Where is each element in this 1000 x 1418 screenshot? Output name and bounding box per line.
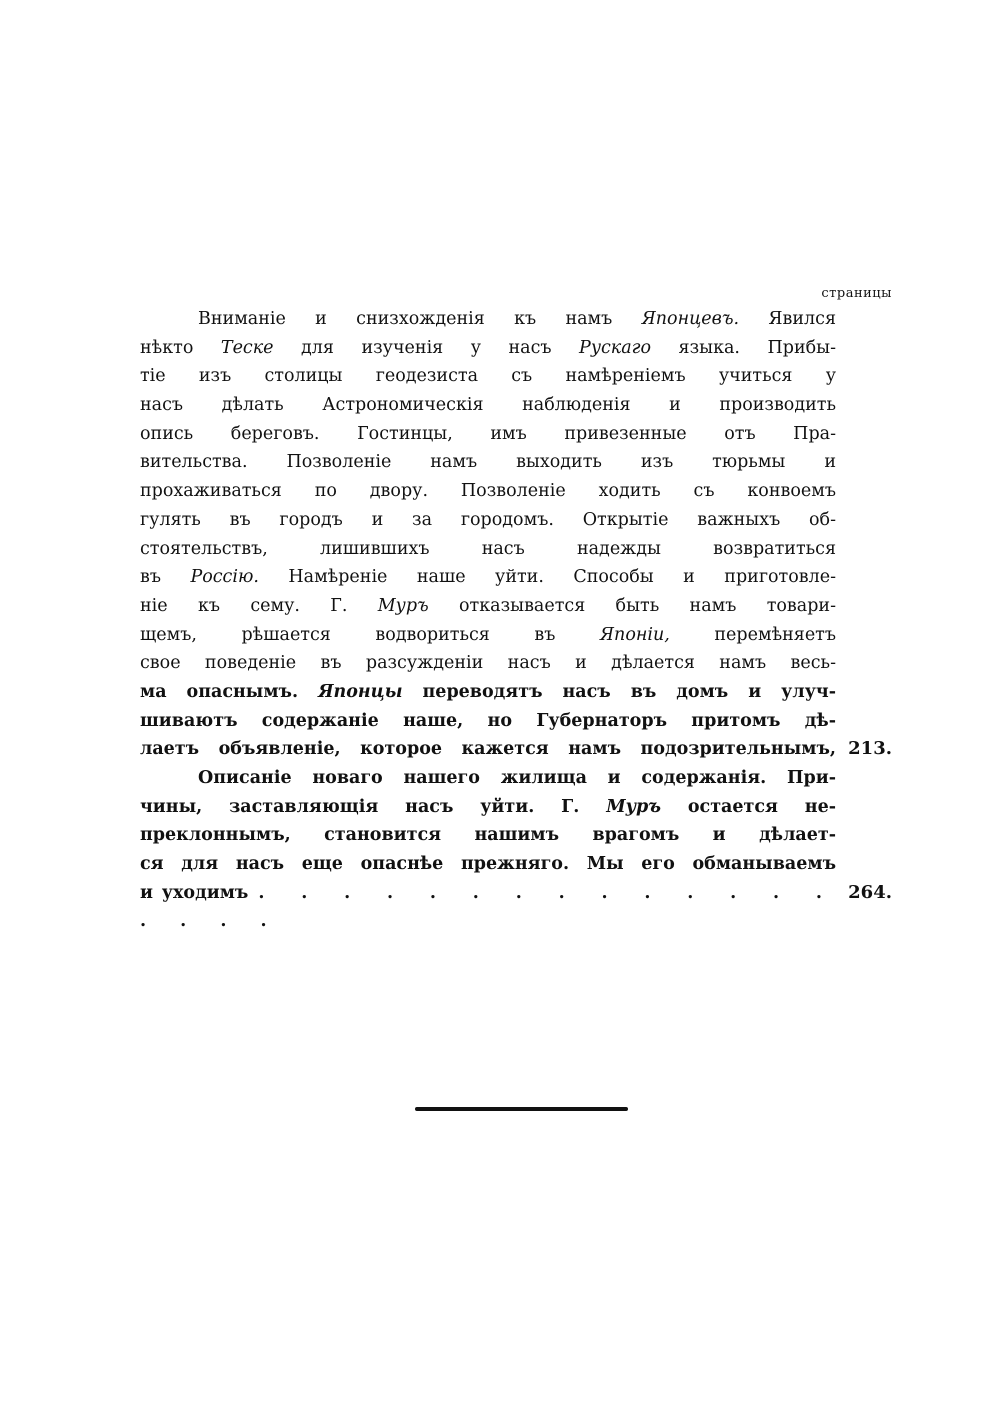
text-line [140, 850, 836, 879]
text-line [140, 563, 836, 592]
text-segment: Описаніе новаго нашего жилища и содержанія. При- [198, 768, 836, 788]
line-text [140, 850, 836, 879]
text-segment: отказывается быть намъ товари- [428, 595, 836, 616]
text-line [140, 362, 836, 391]
text-line [140, 592, 836, 621]
column-header-pages: страницы [821, 286, 892, 301]
line-text [140, 649, 836, 678]
text-line [140, 793, 836, 822]
text-segment: щемъ, рѣшается водвориться въ [140, 624, 600, 645]
italic-name: Теске [220, 337, 274, 358]
text-segment: языка. Прибы- [651, 337, 837, 358]
text-line [140, 477, 836, 506]
text-line [140, 621, 836, 650]
closing-rule [415, 1107, 628, 1111]
text-segment: ма опаснымъ. [140, 681, 319, 702]
text-line [140, 448, 836, 477]
line-text [140, 362, 836, 391]
page-number: 264. [848, 881, 892, 903]
text-line [140, 879, 892, 932]
line-text [140, 678, 836, 707]
leader-dots: . . . . . . . . . . . . . . . . . . [140, 882, 836, 932]
text-line [140, 334, 836, 363]
text-segment: Намѣреніе наше уйти. Способы и приготовле- [258, 567, 836, 588]
text-line [140, 764, 836, 793]
line-text [140, 448, 836, 477]
line-text [140, 735, 836, 764]
text-segment: стоятельствъ, лишившихъ насъ надежды возвратиться [140, 538, 836, 559]
line-text [140, 420, 836, 449]
text-line [140, 649, 836, 678]
text-segment: переводятъ насъ въ домъ и улуч- [402, 681, 836, 702]
line-text [140, 305, 836, 334]
text-segment: ся для насъ еще опаснѣе прежняго. Мы его обманываемъ [140, 854, 836, 875]
line-text [140, 592, 836, 621]
line-text [140, 477, 836, 506]
line-text [140, 391, 836, 420]
text-segment: тіе изъ столицы геодезиста съ намѣреніемъ учиться у [140, 366, 836, 387]
italic-name: Японіи, [599, 624, 670, 645]
page-number: 213. [848, 738, 892, 760]
italic-name: Рускаго [579, 337, 652, 358]
text-line [140, 506, 836, 535]
line-text [140, 334, 836, 363]
line-text [140, 764, 836, 793]
text-line [140, 305, 836, 334]
line-text [140, 821, 836, 850]
text-segment: перемѣняетъ [669, 624, 836, 645]
text-segment: Вниманіе и снизхожденія къ намъ [198, 309, 642, 329]
text-segment: преклоннымъ, становится нашимъ врагомъ и дѣлает- [140, 825, 836, 846]
italic-name: Муръ [377, 595, 429, 616]
line-text [140, 707, 836, 736]
text-segment: Явился [739, 309, 837, 329]
line-text [140, 879, 836, 936]
text-segment: и уходимъ [140, 882, 249, 903]
text-segment: остается не- [661, 796, 836, 817]
text-segment: для изученія у насъ [273, 337, 580, 358]
text-segment: прохаживаться по двору. Позволеніе ходить съ конвоемъ [140, 481, 836, 502]
text-segment: опись береговъ. Гостинцы, имъ привезенные отъ Пра- [140, 423, 836, 444]
text-line [140, 678, 836, 707]
italic-name: Россію. [190, 567, 259, 588]
text-segment: чины, заставляющія насъ уйти. Г. [140, 796, 607, 817]
text-segment: шиваютъ содержаніе наше, но Губернаторъ притомъ дѣ- [140, 710, 836, 731]
text-segment: лаетъ объявленіе, которое кажется намъ подозрительнымъ, [140, 739, 836, 760]
text-line [140, 391, 836, 420]
italic-name: Японцевъ. [641, 309, 740, 329]
line-text [140, 793, 836, 822]
text-line [140, 821, 836, 850]
line-text [140, 535, 836, 564]
text-segment: нѣкто [140, 337, 221, 358]
line-text [140, 506, 836, 535]
text-segment: гулять въ городъ и за городомъ. Открытіе важныхъ об- [140, 509, 836, 530]
text-line [140, 707, 836, 736]
text-line [140, 420, 836, 449]
text-segment: свое поведеніе въ разсужденіи насъ и дѣлается намъ весь- [140, 653, 836, 674]
italic-name: Муръ [606, 796, 662, 817]
line-text [140, 621, 836, 650]
table-of-contents [140, 305, 892, 932]
line-text [140, 563, 836, 592]
text-segment: насъ дѣлать Астрономическія наблюденія и производить [140, 395, 836, 416]
text-segment: вительства. Позволеніе намъ выходить изъ тюрьмы и [140, 452, 836, 473]
text-segment: въ [140, 567, 191, 588]
text-line [140, 735, 892, 764]
italic-name: Японцы [318, 681, 403, 702]
text-segment: ніе къ сему. Г. [140, 595, 378, 616]
text-line [140, 535, 836, 564]
